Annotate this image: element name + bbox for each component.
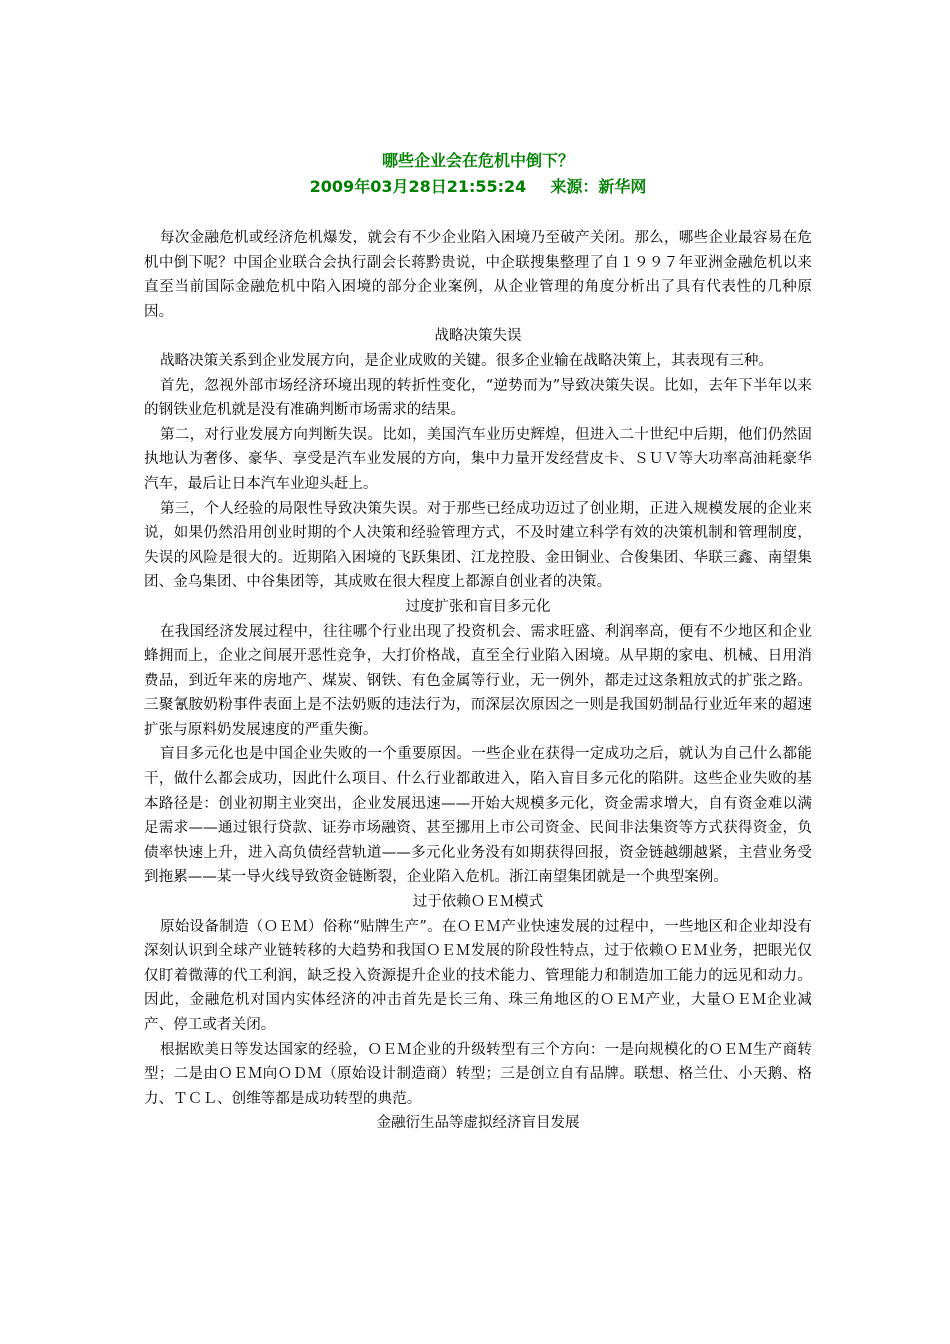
paragraph: 在我国经济发展过程中，往往哪个行业出现了投资机会、需求旺盛、利润率高，便有不少地区和企业蜂拥而上，企业之间展开恶性竞争，大打价格战，直至全行业陷入困境。从早期的家电、机械、日用消费品，到近年来的房地产、煤炭、钢铁、有色金属等行业，无一例外，都走过这条粗放式的扩张之路。三聚氰胺奶粉事件表面上是不法奶贩的违法行为，而深层次原因之一则是我国奶制品行业近年来的超速扩张与原料奶发展速度的严重失衡。 — [144, 623, 812, 738]
article-datetime: 2009年03月28日21:55:24 — [309, 177, 527, 196]
paragraph: 盲目多元化也是中国企业失败的一个重要原因。一些企业在获得一定成功之后，就认为自己什么都能干，做什么都会成功，因此什么项目、什么行业都敢进入，陷入盲目多元化的陷阱。这些企业失败的基本路径是：创业初期主业突出，企业发展迅速——开始大规模多元化，资金需求增大，自有资金难以满足需求——通过银行贷款、证券市场融资、甚至挪用上市公司资金、民间非法集资等方式获得资金，负债率快速上升，进入高负债经营轨道——多元化业务没有如期获得回报，资金链越绷越紧，主营业务受到拖累——某一导火线导致资金链断裂，企业陷入危机。浙江南望集团就是一个典型案例。 — [144, 746, 812, 886]
paragraph: 第三，个人经验的局限性导致决策失误。对于那些已经成功迈过了创业期，正进入规模发展的企业来说，如果仍然沿用创业时期的个人决策和经验管理方式，不及时建立科学有效的决策机制和管理制度，失误的风险是很大的。近期陷入困境的飞跃集团、江龙控股、金田铜业、合俊集团、华联三鑫、南望集团、金乌集团、中谷集团等，其成败在很大程度上都源自创业者的决策。 — [144, 500, 812, 591]
section-heading-expansion: 过度扩张和盲目多元化 — [405, 598, 551, 615]
section-heading-finance: 金融衍生品等虚拟经济盲目发展 — [376, 1115, 580, 1132]
paragraph: 第二，对行业发展方向判断失误。比如，美国汽车业历史辉煌，但进入二十世纪中后期，他们仍然固执地认为奢侈、豪华、享受是汽车业发展的方向，集中力量开发经营皮卡、ＳＵＶ等大功率高油耗豪华汽车，最后让日本汽车业迎头赶上。 — [144, 426, 812, 492]
section-heading-oem: 过于依赖ＯＥＭ模式 — [412, 894, 544, 911]
paragraph: 战略决策关系到企业发展方向，是企业成败的关键。很多企业输在战略决策上，其表现有三种。 — [159, 352, 774, 369]
article-body — [144, 226, 812, 1136]
article-source: 来源：新华网 — [550, 177, 647, 196]
section-heading-strategy: 战略决策失误 — [434, 328, 522, 345]
paragraph: 首先，忽视外部市场经济环境出现的转折性变化，“逆势而为”导致决策失误。比如，去年下半年以来的钢铁业危机就是没有准确判断市场需求的结果。 — [144, 377, 812, 419]
article — [144, 148, 812, 1136]
paragraph: 根据欧美日等发达国家的经验，ＯＥＭ企业的升级转型有三个方向：一是向规模化的ＯＥＭ生产商转型；二是由ＯＥＭ向ＯＤＭ（原始设计制造商）转型；三是创立自有品牌。联想、格兰仕、小天鹅、格力、ＴＣＬ、创维等都是成功转型的典范。 — [144, 1041, 812, 1107]
article-title: 哪些企业会在危机中倒下？ — [381, 151, 574, 170]
paragraph: 原始设备制造（ＯＥＭ）俗称“贴牌生产”。在ＯＥＭ产业快速发展的过程中，一些地区和企业却没有深刻认识到全球产业链转移的大趋势和我国ＯＥＭ发展的阶段性特点，过于依赖ＯＥＭ业务，把眼光仅仅盯着微薄的代工利润，缺乏投入资源提升企业的技术能力、管理能力和制造加工能力的远见和动力。因此，金融危机对国内实体经济的冲击首先是长三角、珠三角地区的ＯＥＭ产业，大量ＯＥＭ企业减产、停工或者关闭。 — [144, 918, 812, 1033]
paragraph-intro: 每次金融危机或经济危机爆发，就会有不少企业陷入困境乃至破产关闭。那么，哪些企业最容易在危机中倒下呢？中国企业联合会执行副会长蒋黔贵说，中企联搜集整理了自１９９７年亚洲金融危机以来直至当前国际金融危机中陷入困境的部分企业案例，从企业管理的角度分析出了具有代表性的几种原因。 — [144, 230, 812, 320]
article-meta — [144, 174, 812, 200]
